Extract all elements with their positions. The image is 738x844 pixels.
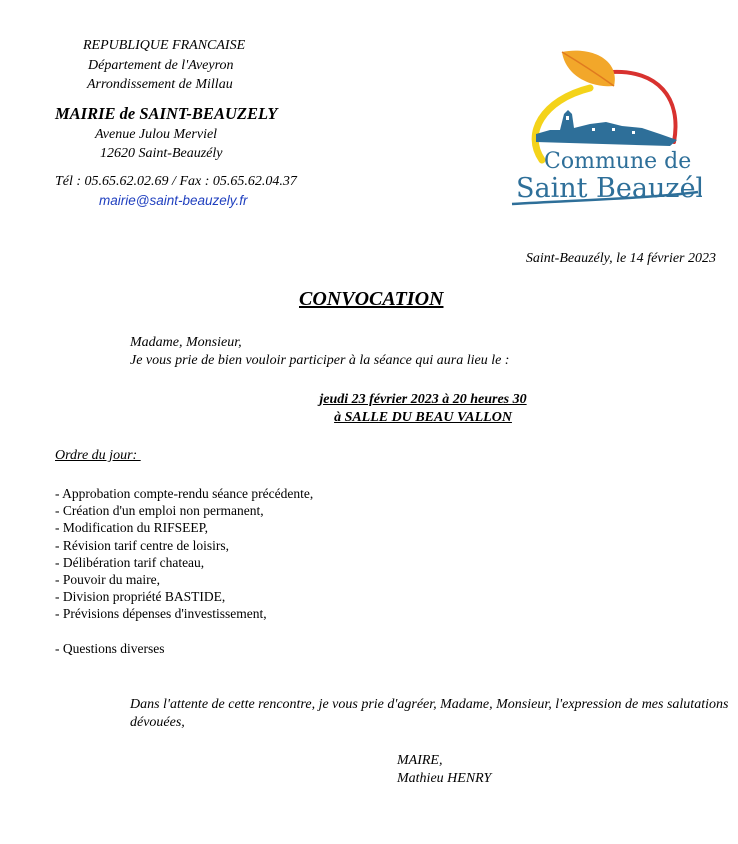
agenda-title: Ordre du jour: xyxy=(55,448,141,463)
intro-text: Je vous prie de bien vouloir participer à la séance qui aura lieu le : xyxy=(130,353,510,368)
logo-text-line2: Saint Beauzély xyxy=(516,173,702,204)
postal-address: 12620 Saint-Beauzély xyxy=(100,146,223,161)
email-link[interactable]: mairie@saint-beauzely.fr xyxy=(99,193,248,208)
date-line: Saint-Beauzély, le 14 février 2023 xyxy=(525,251,716,266)
phone-fax-line: Tél : 05.65.62.02.69 / Fax : 05.65.62.04.37 xyxy=(55,174,297,189)
agenda-item: - Prévisions dépenses d'investissement, xyxy=(55,606,267,622)
republic-line: REPUBLIQUE FRANCAISE xyxy=(83,38,246,53)
agenda-item: - Modification du RIFSEEP, xyxy=(55,520,209,536)
arrondissement-line: Arrondissement de Millau xyxy=(87,77,233,92)
agenda-item: - Division propriété BASTIDE, xyxy=(55,589,226,605)
logo-graphic xyxy=(502,42,702,212)
agenda-item: - Pouvoir du maire, xyxy=(55,572,160,588)
signature-name: Mathieu HENRY xyxy=(397,771,492,786)
street-address: Avenue Julou Merviel xyxy=(95,127,218,142)
document-title: CONVOCATION xyxy=(299,288,444,310)
agenda-item: - Création d'un emploi non permanent, xyxy=(55,503,264,519)
meeting-datetime: jeudi 23 février 2023 à 20 heures 30 xyxy=(319,392,527,407)
department-line: Département de l'Aveyron xyxy=(88,58,234,73)
meeting-place: à SALLE DU BEAU VALLON xyxy=(334,410,512,425)
signature-role: MAIRE, xyxy=(397,753,443,768)
agenda-item: - Révision tarif centre de loisirs, xyxy=(55,537,229,553)
commune-logo xyxy=(502,42,702,212)
village-icon xyxy=(536,110,677,146)
agenda-list xyxy=(55,485,313,623)
agenda-item: - Délibération tarif chateau, xyxy=(55,554,205,570)
agenda-extra-item: - Questions diverses xyxy=(55,641,165,656)
mairie-title: MAIRIE de SAINT-BEAUZELY xyxy=(55,104,278,123)
logo-text-line1: Commune de xyxy=(544,149,692,174)
agenda-item: - Approbation compte-rendu séance précédente, xyxy=(55,486,314,501)
salutation: Madame, Monsieur, xyxy=(130,335,242,350)
closing-paragraph: Dans l'attente de cette rencontre, je vous prie d'agréer, Madame, Monsieur, l'expression de mes salutations dévouées, xyxy=(130,697,729,730)
